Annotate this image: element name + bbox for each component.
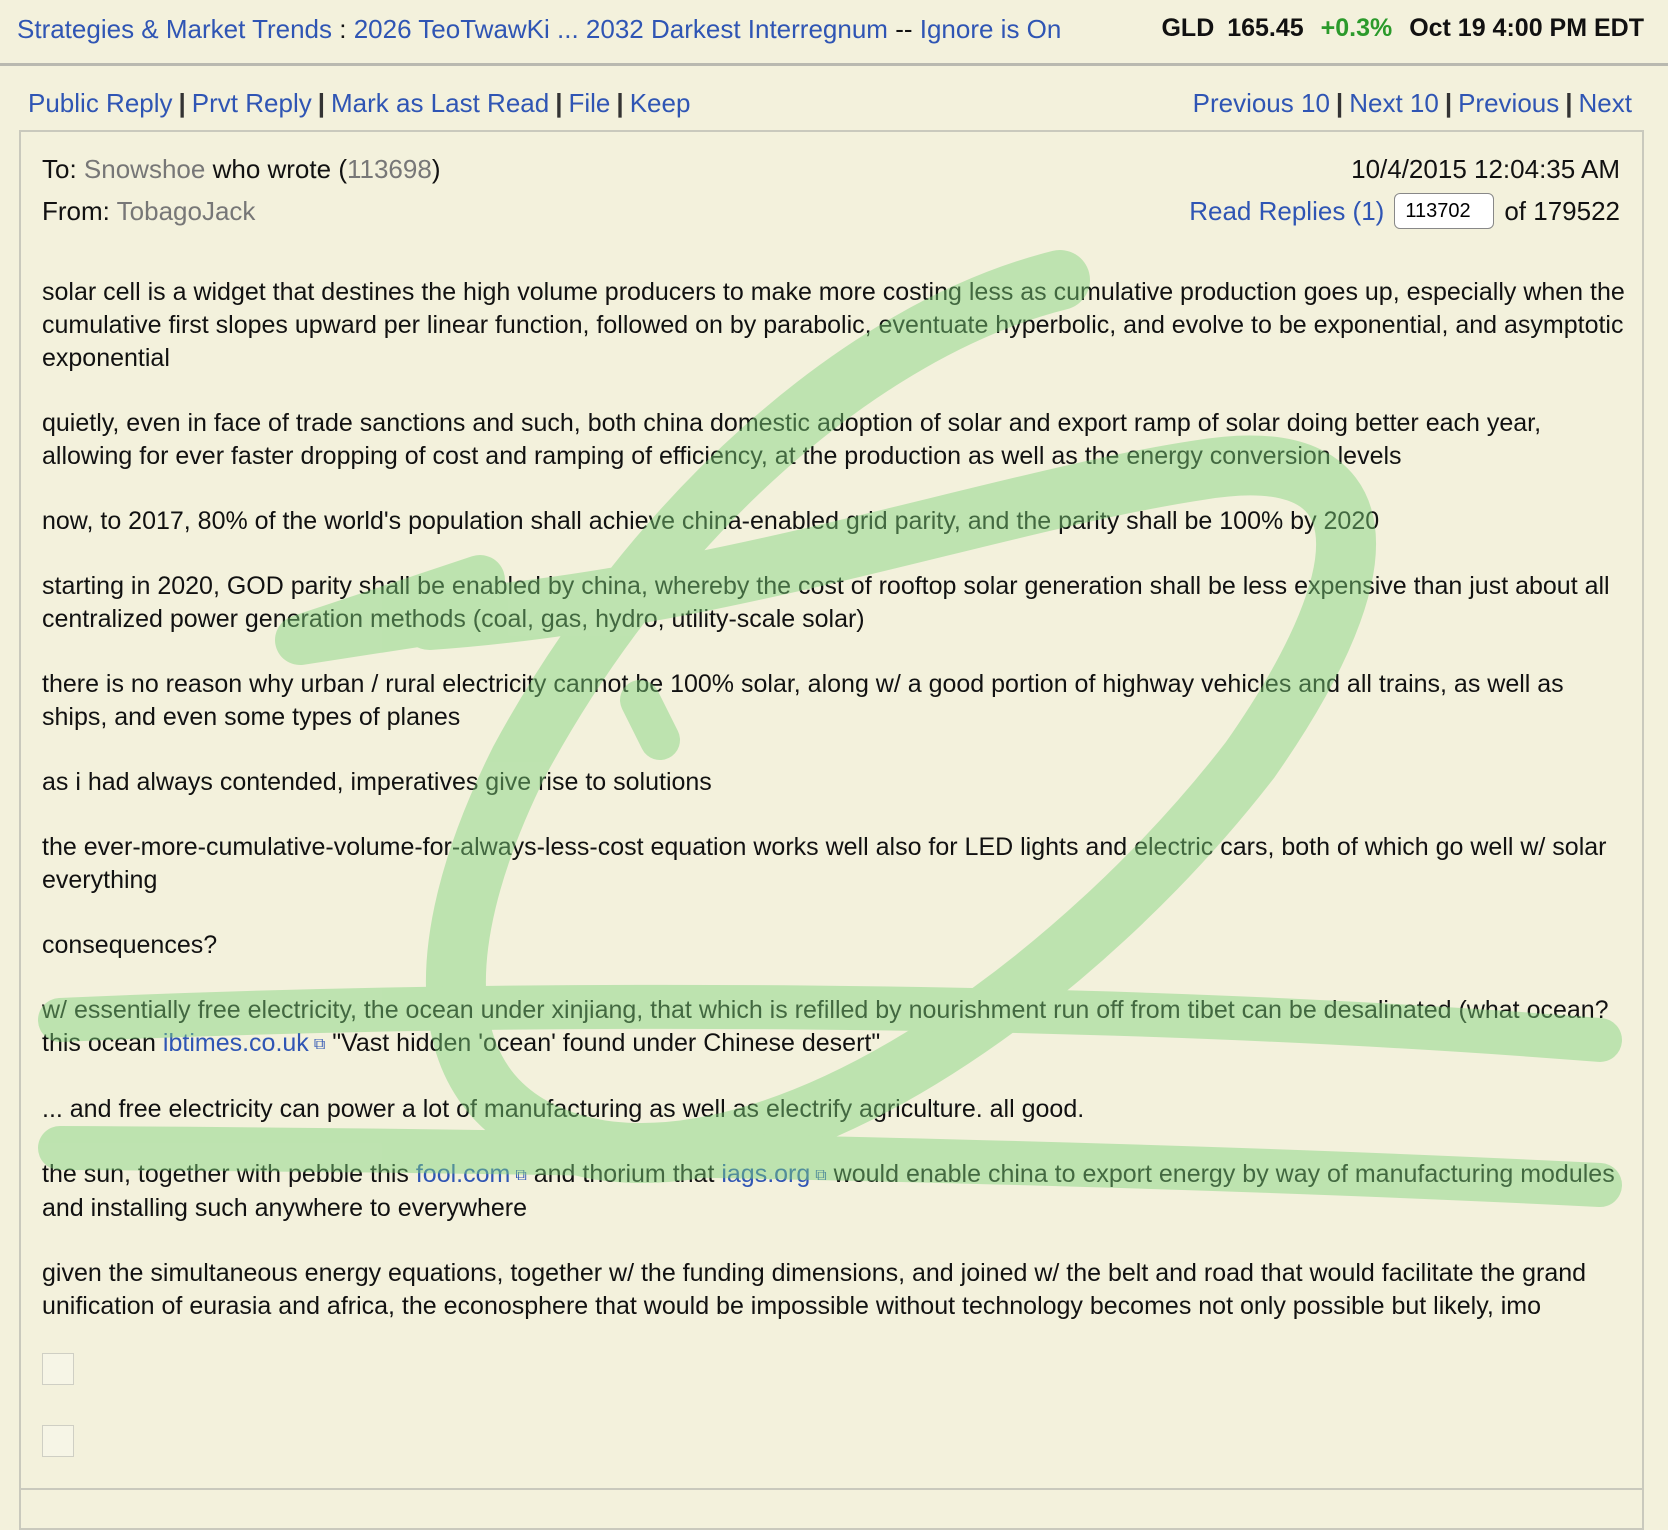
paragraph: ... and free electricity can power a lot of manufacturing as well as electrify agriculture. all good. [42,1095,1085,1123]
message-total: of 179522 [1504,195,1620,226]
paragraph: given the simultaneous energy equations, together w/ the funding dimensions, and joined w/ the belt and road that would facilitate the grand unification of eurasia and africa, the econosphere that would be impossible without technology becomes not only possible but likely, imo [42,1259,1587,1320]
message-actions [28,88,690,119]
message-body [42,276,1632,1355]
checkbox[interactable] [42,1353,74,1385]
paragraph-text: and thorium that [526,1160,722,1188]
recipient-link[interactable]: Snowshoe [83,154,206,184]
message-navigation [1193,88,1632,119]
fool-link[interactable]: fool.com [415,1160,511,1188]
reply-info [1189,193,1620,229]
wrote-text: who wrote [212,154,332,184]
iags-link[interactable]: iags.org [721,1160,811,1188]
read-replies-link[interactable]: Read Replies (1) [1189,195,1385,226]
close-paren: ) [431,154,441,184]
paragraph [42,994,1632,1061]
divider: | [317,88,325,118]
paragraph: there is no reason why urban / rural electricity cannot be 100% solar, along w/ a good portion of highway vehicles and all trains, as well as ships, and even some types of planes [42,670,1564,731]
external-link-icon: ⧉ [515,1167,527,1184]
public-reply-link[interactable]: Public Reply [28,88,173,118]
previous-link[interactable]: Previous [1458,88,1560,118]
divider: | [616,88,624,118]
ticker-change: +0.3% [1320,14,1393,42]
breadcrumb [17,14,1061,45]
to-line [42,154,441,185]
paragraph: quietly, even in face of trade sanctions and such, both china domestic adoption of solar and export ramp of solar doing better each year, allowing for ever faster dropping of cost and ramping of efficiency, at the production as well as the energy conversion levels [42,409,1542,470]
keep-link[interactable]: Keep [629,88,691,118]
ignore-toggle-link[interactable]: Ignore is On [919,14,1062,44]
forum-link[interactable]: Strategies & Market Trends [17,14,333,44]
reply-to-message-link[interactable]: 113698 [346,154,432,184]
ticker-symbol: GLD [1161,14,1215,42]
paragraph-text: the sun, together with pebble this [42,1160,416,1188]
message-date: 10/4/2015 12:04:35 AM [1351,154,1620,184]
paragraph-text: would enable china to export energy by way of manufacturing modules and installing such anywhere to everywhere [42,1160,1615,1222]
paragraph-text: w/ essentially free electricity, the ocean under xinjiang, that which is refilled by nourishment run off from tibet can be desalinated (what ocean? this ocean [42,996,1609,1057]
paragraph [42,1158,1632,1225]
panel-divider [19,1488,1644,1490]
from-line [42,196,255,227]
file-link[interactable]: File [568,88,611,118]
external-link-icon: ⧉ [815,1167,827,1184]
author-link[interactable]: TobagoJack [116,196,256,226]
ticker-time: Oct 19 4:00 PM EDT [1409,14,1644,42]
from-label: From: [42,196,110,226]
gold-ticker [1161,14,1644,43]
previous-10-link[interactable]: Previous 10 [1192,88,1330,118]
paragraph: now, to 2017, 80% of the world's population shall achieve china-enabled grid parity, and the parity shall be 100% by 2020 [42,507,1380,535]
external-link-icon: ⧉ [313,1036,326,1053]
paragraph: as i had always contended, imperatives give rise to solutions [42,768,712,796]
divider: | [555,88,563,118]
divider: | [1444,88,1453,118]
private-reply-link[interactable]: Prvt Reply [191,88,312,118]
next-10-link[interactable]: Next 10 [1349,88,1439,118]
paragraph: the ever-more-cumulative-volume-for-always-less-cost equation works well also for LED lights and electric cars, both of which go well w/ solar everything [42,833,1607,894]
to-label: To: [42,154,77,184]
mark-as-last-read-link[interactable]: Mark as Last Read [331,88,550,118]
paragraph: starting in 2020, GOD parity shall be enabled by china, whereby the cost of rooftop solar generation shall be less expensive than just about all centralized power generation methods (coal, gas, hydro, utility-scale solar) [42,572,1610,633]
divider: | [1565,88,1573,118]
ticker-price: 165.45 [1227,14,1304,42]
checkbox[interactable] [42,1425,74,1457]
divider: | [178,88,186,118]
divider: | [1335,88,1344,118]
top-bar [0,0,1668,66]
ibtimes-link[interactable]: ibtimes.co.uk [162,1029,309,1057]
paragraph-text: "Vast hidden 'ocean' found under Chinese desert" [325,1029,881,1057]
thread-link[interactable]: 2026 TeoTwawKi ... 2032 Darkest Interregnum [353,14,888,44]
next-link[interactable]: Next [1578,88,1632,118]
paragraph: solar cell is a widget that destines the high volume producers to make more costing less as cumulative production goes up, especially when the cumulative first slopes upward per linear function, followed on by parabolic, eventuate hyperbolic, and evolve to be exponential, and asymptotic exponential [42,278,1625,372]
breadcrumb-separator: : [332,14,354,44]
message-number-input[interactable] [1394,193,1494,229]
paragraph: consequences? [42,931,218,959]
open-paren: ( [338,154,347,184]
breadcrumb-dash: -- [887,14,920,44]
